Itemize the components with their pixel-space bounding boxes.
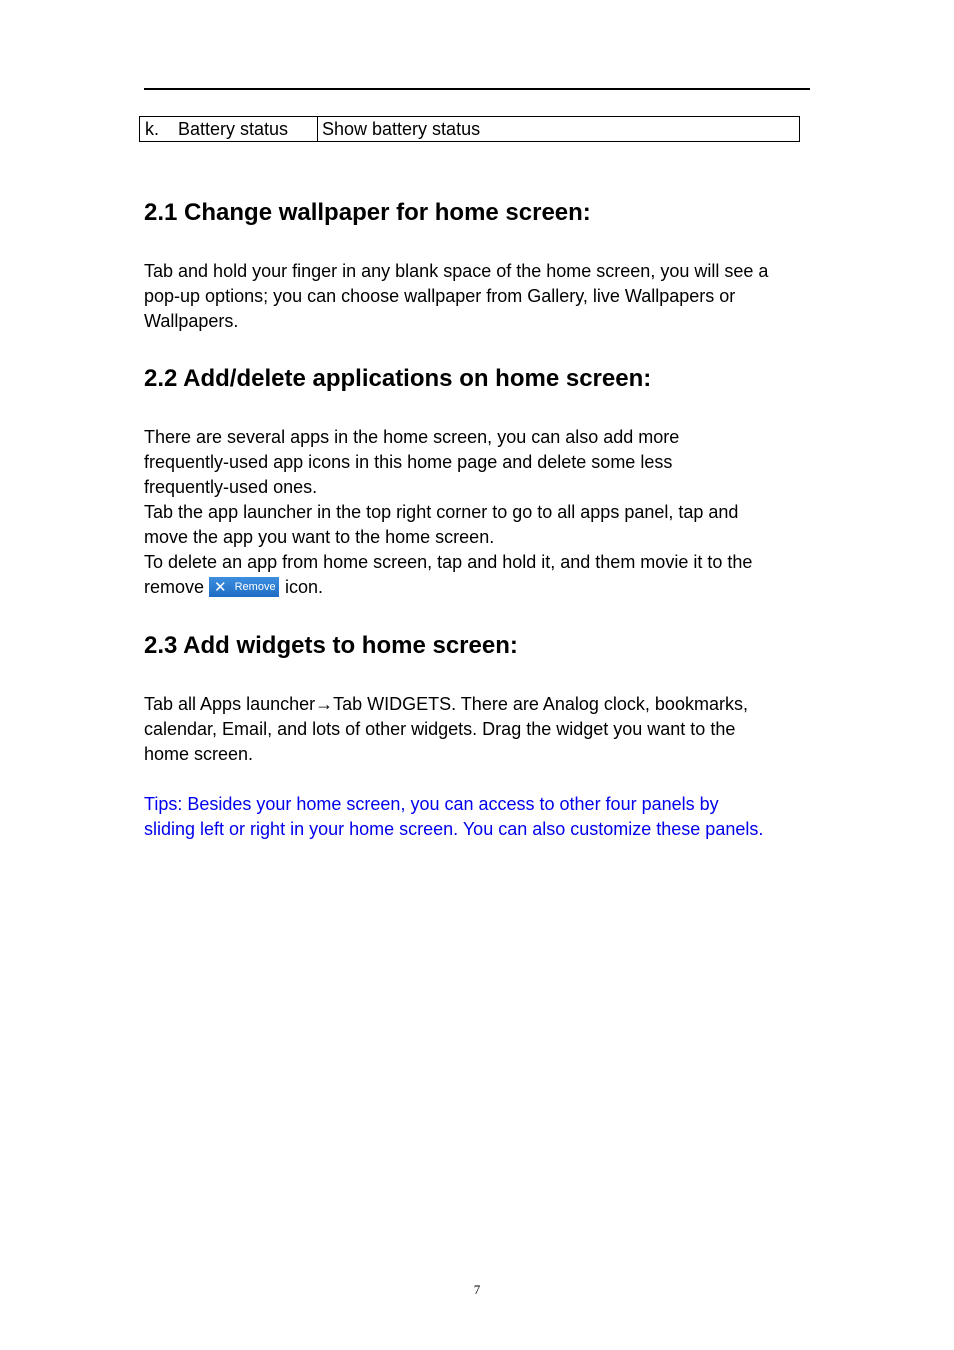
paragraph-line: home screen.: [144, 744, 254, 764]
paragraph-line: move the app you want to the home screen.: [144, 527, 495, 547]
section-heading-wallpaper: 2.1 Change wallpaper for home screen:: [144, 199, 591, 226]
paragraph-line: frequently-used ones.: [144, 477, 318, 497]
section-heading-applications: 2.2 Add/delete applications on home screen:: [144, 365, 652, 392]
tips-paragraph: [144, 792, 824, 842]
table-item-key: k.: [145, 119, 160, 139]
table-value-cell: Show battery status: [322, 119, 481, 139]
paragraph-line: Tab the app launcher in the top right corner to go to all apps panel, tap and: [144, 502, 739, 522]
close-icon: ✕: [214, 578, 227, 596]
paragraph-line: calendar, Email, and lots of other widgets. Drag the widget you want to the: [144, 719, 736, 739]
widgets-paragraph: [144, 692, 824, 767]
paragraph-line: Tab all Apps launcher→Tab WIDGETS. There are Analog clock, bookmarks,: [144, 694, 748, 714]
applications-paragraph: [144, 425, 824, 600]
remove-line-suffix: icon.: [285, 577, 324, 597]
remove-badge-label: Remove: [234, 580, 276, 593]
page-number: 7: [473, 1282, 481, 1297]
battery-status-table-row: [139, 116, 800, 142]
paragraph-line-with-icon: [144, 575, 824, 600]
tips-line: sliding left or right in your home screen. You can also customize these panels.: [144, 819, 764, 839]
table-item-label: Battery status: [178, 119, 289, 139]
remove-badge: [209, 577, 279, 597]
tips-line: Tips: Besides your home screen, you can access to other four panels by: [144, 794, 719, 814]
paragraph-line: Wallpapers.: [144, 311, 239, 331]
header-rule: [144, 88, 810, 90]
remove-line-prefix: remove: [144, 577, 205, 597]
paragraph-line: There are several apps in the home screen, you can also add more: [144, 427, 680, 447]
paragraph-line: frequently-used app icons in this home page and delete some less: [144, 452, 673, 472]
paragraph-line: Tab and hold your finger in any blank space of the home screen, you will see a: [144, 261, 769, 281]
paragraph-line: pop-up options; you can choose wallpaper from Gallery, live Wallpapers or: [144, 286, 736, 306]
wallpaper-paragraph: [144, 259, 824, 334]
section-heading-widgets: 2.3 Add widgets to home screen:: [144, 632, 518, 659]
paragraph-line: To delete an app from home screen, tap and hold it, and them movie it to the: [144, 552, 753, 572]
table-label-cell: [140, 117, 318, 141]
